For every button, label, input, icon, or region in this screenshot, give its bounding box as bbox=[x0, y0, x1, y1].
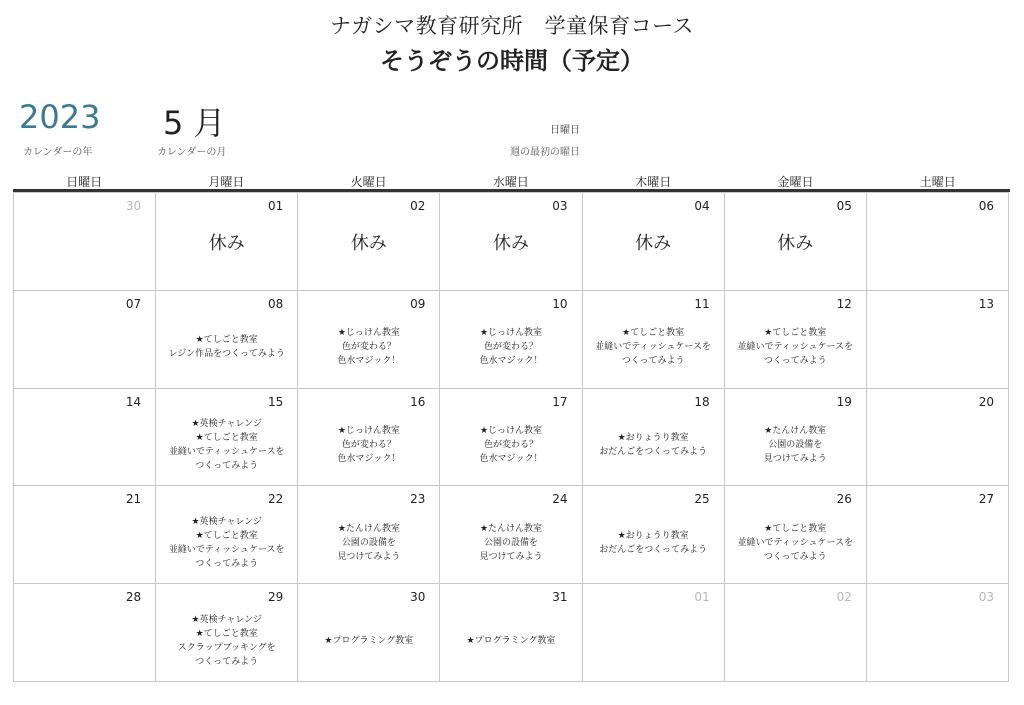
day-number: 23 bbox=[410, 492, 426, 507]
calendar-grid bbox=[13, 192, 1009, 682]
event-line: 並縫いでティッシュケースを bbox=[168, 446, 285, 457]
calendar-day-cell[interactable] bbox=[440, 192, 582, 290]
day-events bbox=[298, 307, 439, 388]
event-line: 公園の設備を bbox=[768, 439, 823, 450]
calendar-day-cell[interactable] bbox=[298, 388, 440, 486]
event-line: つくってみよう bbox=[763, 551, 827, 562]
event-line: スクラップブッキングを bbox=[177, 642, 276, 653]
event-line: ★てしごと教室 bbox=[622, 328, 685, 339]
day-number: 18 bbox=[694, 394, 710, 409]
calendar-day-cell[interactable] bbox=[583, 290, 725, 388]
day-number: 19 bbox=[836, 394, 852, 409]
event-line: 公園の設備を bbox=[341, 537, 396, 548]
day-events bbox=[583, 502, 724, 583]
calendar-day-cell[interactable] bbox=[725, 192, 867, 290]
calendar-day-cell[interactable] bbox=[14, 290, 156, 388]
day-number: 17 bbox=[552, 394, 568, 409]
event-line: 休み bbox=[635, 233, 672, 255]
event-line: ★プログラミング教室 bbox=[466, 635, 556, 646]
event-line: ★てしごと教室 bbox=[195, 335, 258, 346]
event-line: ★たんけん教室 bbox=[764, 425, 827, 436]
event-line: 色水マジック！ bbox=[337, 453, 401, 464]
calendar-day-cell[interactable] bbox=[14, 192, 156, 290]
day-number: 25 bbox=[694, 492, 710, 507]
calendar-day-cell[interactable] bbox=[725, 583, 867, 681]
page-subtitle: そうぞうの時間（予定） bbox=[380, 47, 644, 75]
event-line: ★てしごと教室 bbox=[764, 328, 827, 339]
calendar-day-cell[interactable] bbox=[298, 290, 440, 388]
day-events bbox=[298, 199, 439, 290]
event-line: 色水マジック！ bbox=[479, 453, 543, 464]
event-line: ★たんけん教室 bbox=[479, 523, 543, 534]
event-line: おだんごをつくってみよう bbox=[599, 544, 708, 555]
day-number: 30 bbox=[410, 590, 426, 605]
calendar-day-cell[interactable] bbox=[867, 192, 1009, 290]
event-line: つくってみよう bbox=[621, 356, 685, 367]
day-number: 08 bbox=[268, 296, 284, 311]
day-events bbox=[156, 405, 297, 486]
day-events bbox=[440, 307, 581, 388]
day-events bbox=[156, 199, 297, 290]
day-number: 01 bbox=[268, 199, 284, 213]
calendar-day-cell[interactable] bbox=[14, 583, 156, 681]
calendar-day-cell[interactable] bbox=[583, 388, 725, 486]
weekday-label: 木曜日 bbox=[635, 175, 672, 189]
event-line: 並縫いでティッシュケースを bbox=[595, 342, 711, 353]
event-line: ★たんけん教室 bbox=[337, 523, 400, 534]
day-events bbox=[725, 199, 866, 290]
day-number: 15 bbox=[268, 394, 284, 409]
event-line: ★おりょうり教室 bbox=[617, 530, 689, 541]
calendar-day-cell[interactable] bbox=[867, 583, 1009, 681]
event-line: ★プログラミング教室 bbox=[324, 635, 414, 646]
day-events bbox=[156, 600, 297, 681]
week-start-caption: 週の最初の曜日 bbox=[510, 147, 580, 158]
event-line: ★じっけん教室 bbox=[337, 328, 400, 339]
weekday-label: 土曜日 bbox=[919, 175, 956, 189]
calendar-day-cell[interactable] bbox=[725, 485, 867, 583]
day-number: 22 bbox=[268, 492, 284, 507]
event-line: ★てしごと教室 bbox=[195, 628, 258, 639]
calendar-day-cell[interactable] bbox=[583, 485, 725, 583]
calendar-day-cell[interactable] bbox=[440, 290, 582, 388]
day-events bbox=[156, 502, 297, 583]
day-number: 16 bbox=[410, 394, 426, 409]
day-number: 11 bbox=[694, 296, 710, 311]
day-number: 10 bbox=[552, 296, 568, 311]
event-line: ★おりょうり教室 bbox=[617, 432, 689, 443]
calendar-day-cell[interactable] bbox=[156, 290, 298, 388]
event-line: ★じっけん教室 bbox=[479, 328, 543, 339]
event-line: 色水マジック！ bbox=[337, 356, 401, 367]
day-number: 03 bbox=[978, 590, 994, 605]
calendar-month: 5 月 bbox=[163, 104, 226, 142]
day-events bbox=[583, 405, 724, 486]
day-number: 20 bbox=[978, 394, 994, 409]
week-start-day: 日曜日 bbox=[550, 125, 580, 136]
calendar-day-cell[interactable] bbox=[156, 485, 298, 583]
event-line: つくってみよう bbox=[195, 460, 259, 471]
calendar-day-cell[interactable] bbox=[867, 485, 1009, 583]
event-line: 色が変わる？ bbox=[341, 342, 396, 353]
day-events bbox=[725, 405, 866, 486]
event-line: ★英検チャレンジ bbox=[191, 418, 262, 429]
calendar-day-cell[interactable] bbox=[156, 583, 298, 681]
day-number: 05 bbox=[836, 199, 852, 213]
day-events bbox=[725, 307, 866, 388]
day-number: 26 bbox=[836, 492, 852, 507]
event-line: ★てしごと教室 bbox=[764, 523, 827, 534]
calendar-day-cell[interactable] bbox=[14, 388, 156, 486]
day-events bbox=[298, 405, 439, 486]
day-number: 04 bbox=[694, 199, 710, 213]
weekday-label: 水曜日 bbox=[492, 175, 529, 189]
page-title: ナガシマ教育研究所 学童保育コース bbox=[329, 14, 695, 38]
event-line: つくってみよう bbox=[195, 656, 259, 667]
weekday-label: 月曜日 bbox=[208, 175, 245, 189]
calendar-day-cell[interactable] bbox=[867, 290, 1009, 388]
event-line: 見つけてみよう bbox=[763, 453, 827, 464]
calendar-day-cell[interactable] bbox=[298, 583, 440, 681]
day-events bbox=[440, 600, 581, 681]
day-events bbox=[298, 600, 439, 681]
day-number: 27 bbox=[978, 492, 994, 507]
event-line: 色が変わる？ bbox=[483, 342, 538, 353]
event-line: ★じっけん教室 bbox=[337, 425, 400, 436]
event-line: つくってみよう bbox=[195, 558, 259, 569]
calendar-month-caption: カレンダーの月 bbox=[157, 147, 227, 158]
calendar-day-cell[interactable] bbox=[725, 290, 867, 388]
event-line: 色水マジック！ bbox=[479, 356, 543, 367]
calendar-day-cell[interactable] bbox=[298, 192, 440, 290]
weekday-header bbox=[13, 173, 1009, 189]
event-line: ★英検チャレンジ bbox=[191, 614, 262, 625]
event-line: 見つけてみよう bbox=[337, 551, 401, 562]
calendar-day-cell[interactable] bbox=[725, 388, 867, 486]
event-line: 休み bbox=[208, 233, 245, 255]
event-line: つくってみよう bbox=[763, 356, 827, 367]
day-number: 28 bbox=[125, 590, 142, 605]
calendar-day-cell[interactable] bbox=[583, 192, 725, 290]
day-events bbox=[156, 307, 297, 388]
event-line: ★じっけん教室 bbox=[479, 425, 543, 436]
day-number: 09 bbox=[410, 296, 426, 311]
day-number: 02 bbox=[410, 199, 426, 213]
event-line: ★てしごと教室 bbox=[195, 530, 258, 541]
calendar-day-cell[interactable] bbox=[583, 583, 725, 681]
calendar-day-cell[interactable] bbox=[156, 388, 298, 486]
event-line: ★てしごと教室 bbox=[195, 432, 258, 443]
day-number: 13 bbox=[978, 296, 994, 311]
day-events bbox=[725, 502, 866, 583]
day-number: 03 bbox=[552, 199, 568, 213]
event-line: 色が変わる？ bbox=[483, 439, 538, 450]
event-line: おだんごをつくってみよう bbox=[599, 446, 708, 457]
event-line: 見つけてみよう bbox=[479, 551, 543, 562]
weekday-label: 日曜日 bbox=[66, 175, 103, 189]
day-number: 02 bbox=[836, 590, 852, 605]
event-line: 休み bbox=[350, 233, 387, 255]
calendar-day-cell[interactable] bbox=[867, 388, 1009, 486]
day-number: 01 bbox=[694, 590, 710, 605]
calendar-day-cell[interactable] bbox=[156, 192, 298, 290]
day-number: 12 bbox=[836, 296, 852, 311]
calendar-day-cell[interactable] bbox=[14, 485, 156, 583]
event-line: 休み bbox=[777, 233, 814, 255]
event-line: 並縫いでティッシュケースを bbox=[737, 537, 854, 548]
day-number: 07 bbox=[125, 296, 142, 311]
day-number: 14 bbox=[125, 394, 142, 409]
day-events bbox=[440, 405, 581, 486]
weekday-label: 火曜日 bbox=[350, 175, 387, 189]
day-events bbox=[583, 307, 724, 388]
day-events bbox=[440, 502, 581, 583]
day-number: 29 bbox=[268, 590, 284, 605]
event-line: レジン作品をつくってみよう bbox=[168, 349, 285, 360]
day-number: 21 bbox=[125, 492, 142, 507]
event-line: ★英検チャレンジ bbox=[191, 516, 262, 527]
event-line: 公園の設備を bbox=[483, 537, 538, 548]
event-line: 色が変わる？ bbox=[341, 439, 396, 450]
calendar-day-cell[interactable] bbox=[440, 388, 582, 486]
day-number: 30 bbox=[125, 199, 142, 213]
calendar-year-caption: カレンダーの年 bbox=[23, 147, 93, 158]
event-line: 休み bbox=[492, 233, 529, 255]
calendar-day-cell[interactable] bbox=[440, 485, 582, 583]
event-line: 並縫いでティッシュケースを bbox=[737, 342, 854, 353]
day-events bbox=[298, 502, 439, 583]
calendar-day-cell[interactable] bbox=[440, 583, 582, 681]
day-events bbox=[583, 199, 724, 290]
calendar-day-cell[interactable] bbox=[298, 485, 440, 583]
day-number: 06 bbox=[978, 199, 994, 213]
event-line: 並縫いでティッシュケースを bbox=[168, 544, 285, 555]
weekday-label: 金曜日 bbox=[777, 175, 814, 189]
day-number: 31 bbox=[552, 590, 568, 605]
calendar-year: 2023 bbox=[19, 98, 101, 136]
day-events bbox=[440, 199, 581, 290]
day-number: 24 bbox=[552, 492, 568, 507]
